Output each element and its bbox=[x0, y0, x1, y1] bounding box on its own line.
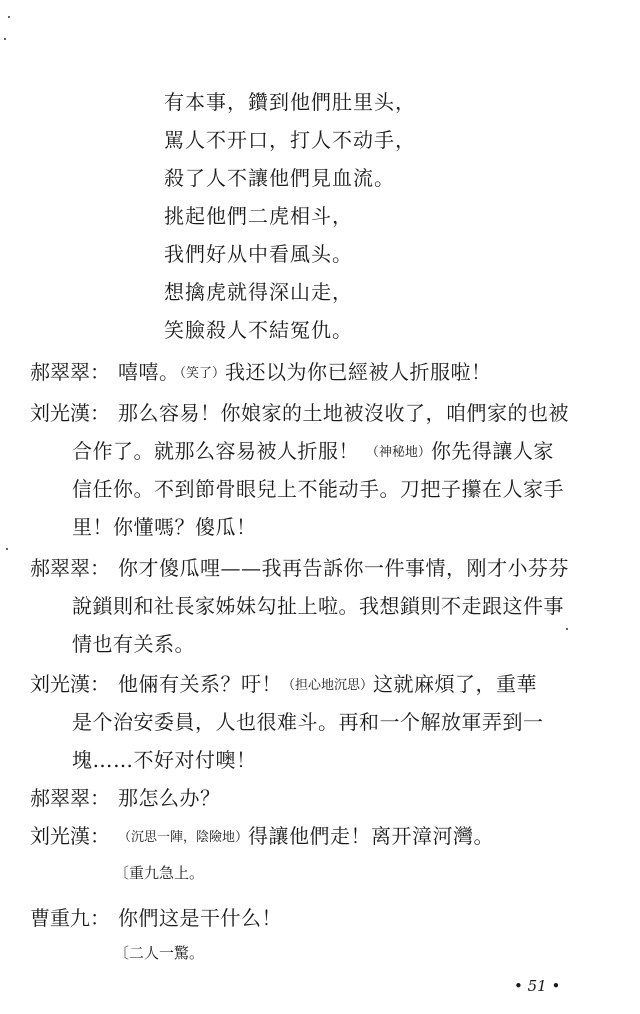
dialogue-text: 你先得讓人家 bbox=[430, 439, 554, 463]
verse-line: 笑臉殺人不結冤仇。 bbox=[164, 318, 353, 342]
dialogue-line bbox=[118, 668, 537, 697]
dialogue-line bbox=[118, 820, 494, 849]
dialogue-line: 里！你懂嗎？傻瓜！ bbox=[72, 515, 257, 539]
speaker-name: 郝翠翠： bbox=[30, 786, 110, 810]
scan-speck bbox=[6, 548, 8, 550]
verse-line: 我們好从中看風头。 bbox=[164, 242, 353, 266]
dialogue-line: 那怎么办？ bbox=[118, 786, 221, 810]
dialogue-text: 得讓他們走！离开漳河灣。 bbox=[248, 824, 495, 848]
speaker-name: 曹重九： bbox=[30, 906, 110, 930]
scan-speck bbox=[4, 38, 6, 40]
speaker-name: 刘光漢： bbox=[30, 672, 110, 696]
dialogue-text: 这就麻煩了，重華 bbox=[373, 672, 538, 696]
dialogue-line: 信任你。不到節骨眼兒上不能动手。刀把子攥在人家手 bbox=[72, 477, 564, 501]
verse-line: 有本事，鑽到他們肚里头， bbox=[164, 90, 416, 114]
dialogue-line: 塊……不好对付噢！ bbox=[72, 748, 257, 772]
dialogue-line bbox=[118, 356, 492, 385]
stage-direction: （担心地沉思） bbox=[282, 678, 374, 693]
page-number: • 51 • bbox=[514, 977, 561, 995]
dialogue-line: 情也有关系。 bbox=[72, 632, 195, 656]
stage-direction: 〔重九急上。 bbox=[114, 864, 205, 882]
verse-line: 駡人不开口，打人不动手， bbox=[164, 128, 416, 152]
verse-line: 挑起他們二虎相斗， bbox=[164, 204, 353, 228]
dialogue-text: 嘻嘻。 bbox=[118, 360, 180, 384]
dialogue-text: 他倆有关系？吁！ bbox=[118, 672, 282, 696]
dialogue-line: 說鎖則和社長家姊妹勾扯上啦。我想鎖則不走跟这件事 bbox=[72, 594, 564, 618]
speaker-name: 郝翠翠： bbox=[30, 556, 110, 580]
scan-speck bbox=[566, 628, 568, 630]
speaker-name: 刘光漢： bbox=[30, 824, 110, 848]
dialogue-line: 是个治安委員，人也很难斗。再和一个解放軍弄到一 bbox=[72, 710, 544, 734]
dialogue-line: 你們这是干什么！ bbox=[118, 906, 282, 930]
speaker-name: 郝翠翠： bbox=[30, 360, 110, 384]
stage-direction: 〔二人一驚。 bbox=[114, 944, 205, 962]
dialogue-text: 我还以为你已經被人折服啦！ bbox=[225, 360, 492, 384]
verse-line: 殺了人不讓他們見血流。 bbox=[164, 166, 395, 190]
stage-direction: （沉思一陣，陰險地） bbox=[118, 830, 249, 845]
stage-direction: （神秘地） bbox=[365, 445, 431, 460]
dialogue-line: 那么容易！你娘家的土地被沒收了，咱們家的也被 bbox=[118, 401, 569, 425]
dialogue-line bbox=[72, 435, 554, 464]
speaker-name: 刘光漢： bbox=[30, 401, 110, 425]
dialogue-text: 合作了。就那么容易被人折服！ bbox=[72, 439, 359, 463]
scan-speck bbox=[8, 16, 10, 18]
verse-line: 想擒虎就得深山走， bbox=[164, 280, 353, 304]
dialogue-line: 你才傻瓜哩——我再告訴你一件事情，刚才小芬芬 bbox=[118, 556, 569, 580]
stage-direction: （笑了） bbox=[179, 366, 226, 381]
